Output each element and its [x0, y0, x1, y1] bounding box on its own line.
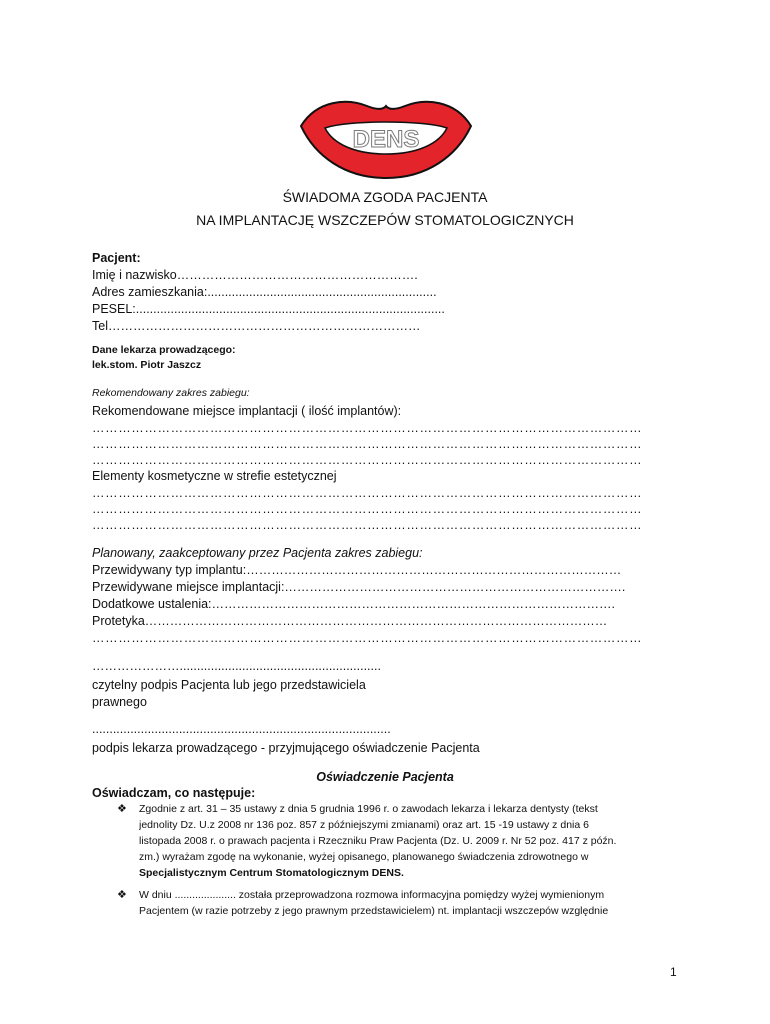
- page-number: 1: [670, 965, 677, 979]
- diamond-bullet-icon: ❖: [117, 803, 127, 815]
- planned-heading: Planowany, zaakceptowany przez Pacjenta zakres zabiegu:: [92, 546, 423, 560]
- bullet-2-line: Pacjentem (w razie potrzeby z jego prawnym przedstawicielem) nt. implantacji wszczepów względnie: [139, 905, 609, 917]
- cosmetic-dots-line: ………………………………………………………………………………………………………………: [92, 486, 643, 500]
- doctor-heading: Dane lekarza prowadzącego:: [92, 344, 236, 356]
- cosmetic-dots-line: ………………………………………………………………………………………………………………: [92, 518, 643, 532]
- recommended-dots-line: ………………………………………………………………………………………………………………: [92, 453, 643, 467]
- doctor-signature-block: [92, 721, 682, 757]
- planned-section: [92, 545, 682, 646]
- bullet-1-line: listopada 2008 r. o prawach pacjenta i Rzeczniku Praw Pacjenta (Dz. U. 2009 r. Nr 52 poz. 417 z późn.: [139, 835, 617, 847]
- bullet-1-line: jednolity Dz. U.z 2008 nr 136 poz. 857 z późniejszymi zmianami) oraz art. 15 -19 ustawy z dnia 6: [139, 819, 589, 831]
- bullet-1-line: zm.) wyrażam zgodę na wykonanie, wyżej opisanego, planowanego świadczenia zdrowotnego w: [139, 851, 589, 863]
- cosmetic-dots-line: ………………………………………………………………………………………………………………: [92, 502, 643, 516]
- patient-address-field: Adres zamieszkania:..................................................................: [92, 285, 437, 299]
- prosthetics-field: Protetyka…………………………………………………………………………………………………: [92, 614, 608, 628]
- diamond-bullet-icon: ❖: [117, 889, 127, 901]
- implant-type-field: Przewidywany typ implantu:………………………………………………………………………………: [92, 563, 622, 577]
- patient-heading: Pacjent:: [92, 251, 141, 265]
- patient-section: [92, 250, 682, 335]
- patient-name-field: Imię i nazwisko………………………………………………….: [92, 268, 418, 282]
- bullet-1-line: Zgodnie z art. 31 – 35 ustawy z dnia 5 grudnia 1996 r. o zawodach lekarza i lekarza dentysty (tekst: [139, 803, 598, 815]
- dens-lips-logo: [297, 96, 475, 180]
- planned-dots-line: ………………………………………………………………………………………………………………: [92, 631, 643, 645]
- recommended-dots-line: ………………………………………………………………………………………………………………: [92, 437, 643, 451]
- patient-signature-label: czytelny podpis Pacjenta lub jego przedstawiciela: [92, 678, 366, 692]
- recommended-section: [92, 386, 682, 533]
- statement-intro: Oświadczam, co następuje:: [92, 786, 256, 800]
- recommended-place-label: Rekomendowane miejsce implantacji ( ilość implantów):: [92, 404, 402, 418]
- logo-text: DENS: [352, 126, 420, 153]
- statement-heading: Oświadczenie Pacjenta: [316, 770, 454, 784]
- doctor-signature-label: podpis lekarza prowadzącego - przyjmującego oświadczenie Pacjenta: [92, 741, 480, 755]
- patient-tel-field: Tel…………………………………………………………………: [92, 319, 421, 333]
- document-title-line1: ŚWIADOMA ZGODA PACJENTA: [282, 189, 488, 205]
- cosmetic-label: Elementy kosmetyczne w strefie estetycznej: [92, 469, 337, 483]
- statement-bullet-1: [117, 801, 687, 881]
- doctor-signature-line: ......................................................................................: [92, 722, 391, 736]
- patient-signature-line: …………………..........................................................: [92, 659, 381, 673]
- patient-signature-label-cont: prawnego: [92, 695, 147, 709]
- bullet-2-line: W dniu ..................... została przeprowadzona rozmowa informacyjna pomiędzy wyżej wymienionym: [139, 889, 605, 901]
- bullet-1-line-clinic: Specjalistycznym Centrum Stomatologicznym DENS.: [139, 867, 404, 879]
- recommended-heading: Rekomendowany zakres zabiegu:: [92, 387, 250, 399]
- patient-signature-block: [92, 658, 682, 711]
- extra-arrangements-field: Dodatkowe ustalenia:…………………………………………………………………………………….: [92, 597, 615, 611]
- doctor-name: lek.stom. Piotr Jaszcz: [92, 359, 202, 371]
- document-title-line2: NA IMPLANTACJĘ WSZCZEPÓW STOMATOLOGICZNYCH: [196, 212, 574, 228]
- recommended-dots-line: ………………………………………………………………………………………………………………: [92, 421, 643, 435]
- patient-pesel-field: PESEL:.........................................................................................: [92, 302, 445, 316]
- doctor-section: [92, 343, 682, 373]
- implant-place-field: Przewidywane miejsce implantacji:……………………………………………………………………….: [92, 580, 626, 594]
- statement-bullet-2: [117, 887, 687, 919]
